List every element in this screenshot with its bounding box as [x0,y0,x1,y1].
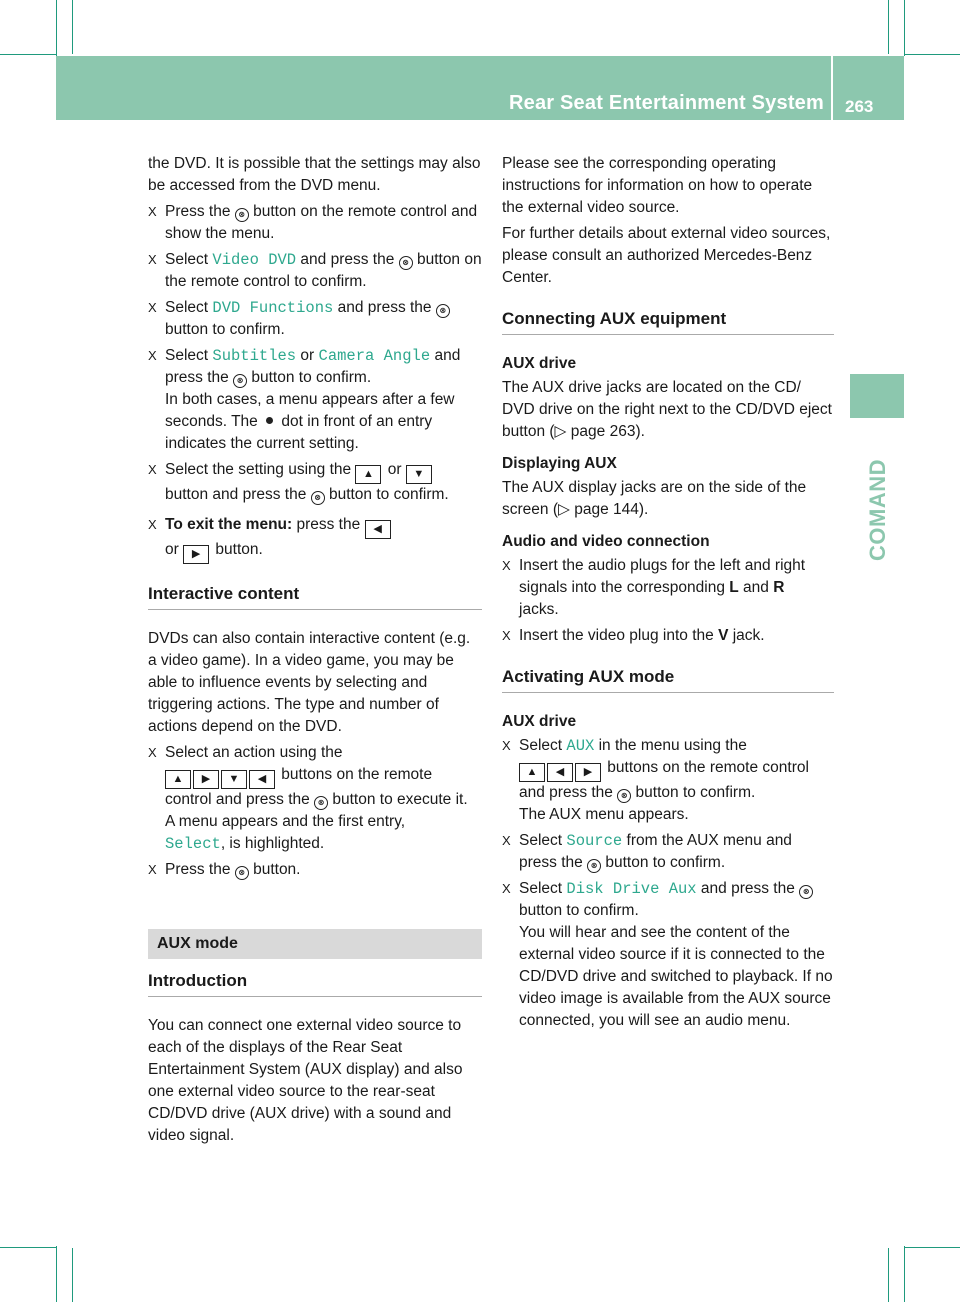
ok-button-icon: ⊗ [311,491,325,505]
ok-button-icon: ⊗ [235,208,249,222]
step-arrow-icon: X [148,348,157,363]
step-arrow-icon: X [148,517,157,532]
subheading: AUX drive [502,713,577,730]
step-arrow-icon: X [502,628,511,643]
section-heading: Introduction [148,969,482,997]
crop-mark [56,0,57,56]
header-separator [831,56,833,120]
ok-button-icon: ⊗ [235,866,249,880]
right-key-icon: ▶ [183,545,209,564]
paragraph: Please see the corresponding operating instructions for information on how to operate the external video source. [502,155,813,216]
ok-button-icon: ⊗ [617,789,631,803]
ok-button-icon: ⊗ [233,374,247,388]
menu-item-code: Source [566,832,623,850]
crop-mark [0,54,56,55]
crop-mark [904,1247,960,1248]
left-column [148,153,482,1151]
instruction-step: X Select Disk Drive Aux and press the ⊗ button to confirm. You will hear and see the content of the external video source if it is connected to the CD/DVD drive and switched to playback. If no video image is available from the AUX source connected, you will see an audio menu. [502,880,833,1029]
crop-mark [904,1246,905,1302]
step-arrow-icon: X [148,300,157,315]
menu-item-code: Subtitles [212,347,297,365]
instruction-step: X Select Subtitles or Camera Angle and press the ⊗ button to confirm. In both cases, a menu appears after a few seconds. The dot in front of an entry indicates the current setting. [148,347,461,452]
crop-mark [888,0,889,54]
instruction-step: X Select an action using the ▲ ▶ ▼ ◀ buttons on the remote control and press the ⊗ button to execute it. A menu appears and the first entry, Select, is highlighted. [148,744,468,853]
instruction-step: X Select AUX in the menu using the ▲ ◀ ▶ buttons on the remote control and press the ⊗ button to confirm. The AUX menu appears. [502,737,809,823]
menu-item-code: Video DVD [212,251,297,269]
section-title: Rear Seat Entertainment System [508,92,824,114]
instruction-step: X Press the ⊗ button. [148,859,482,881]
crop-mark [56,1246,57,1302]
paragraph: The AUX drive jacks are located on the CD/ DVD drive on the right next to the CD/DVD eject button (▷ page 263). [502,379,832,440]
ok-button-icon: ⊗ [436,304,450,318]
instruction-step: X Select Video DVD and press the ⊗ button on the remote control to confirm. [148,251,482,290]
chapter-label: COMAND [865,459,890,561]
menu-item-code: Camera Angle [318,347,431,365]
down-key-icon: ▼ [406,465,432,484]
right-key-icon: ▶ [575,763,601,782]
down-key-icon: ▼ [221,770,247,789]
paragraph: The AUX display jacks are on the side of the screen (▷ page 144). [502,479,807,518]
instruction-step: X Insert the audio plugs for the left and right signals into the corresponding L and R jacks. [502,557,806,618]
section-heading: Activating AUX mode [502,665,834,693]
crop-mark [72,1248,73,1302]
step-arrow-icon: X [148,204,157,219]
instruction-step: X Select Source from the AUX menu and press the ⊗ button to confirm. [502,832,792,871]
subheading: Audio and video connection [502,533,710,550]
crop-mark [904,54,960,55]
crop-mark [888,1248,889,1302]
left-key-icon: ◀ [547,763,573,782]
instruction-step: X Select DVD Functions and press the ⊗ button to confirm. [148,297,482,341]
section-heading: Interactive content [148,582,482,610]
crop-mark [72,0,73,54]
menu-item-code: Disk Drive Aux [566,880,697,898]
step-arrow-icon: X [148,745,157,760]
crop-mark [0,1247,56,1248]
menu-item-code: DVD Functions [212,299,334,317]
paragraph: You can connect one external video source to each of the displays of the Rear Seat Entertainment System (AUX display) and also one external video source to the rear-seat CD/DVD drive (AUX drive) with a sound and video signal. [148,1017,463,1144]
crop-mark [904,0,905,56]
left-key-icon: ◀ [249,770,275,789]
up-key-icon: ▲ [165,770,191,789]
up-key-icon: ▲ [355,465,381,484]
paragraph: DVDs can also contain interactive content (e.g. a video game). In a video game, you may be able to influence events by selecting and triggering actions. The type and number of actions depend on the DVD. [148,630,471,735]
step-arrow-icon: X [502,833,511,848]
instruction-step: X Press the ⊗ button on the remote control and show the menu. [148,203,478,242]
step-arrow-icon: X [148,862,157,877]
step-arrow-icon: X [148,252,157,267]
instruction-step: X Insert the video plug into the V jack. [502,625,834,647]
up-key-icon: ▲ [519,763,545,782]
ok-button-icon: ⊗ [314,796,328,810]
ok-button-icon: ⊗ [799,885,813,899]
step-arrow-icon: X [502,881,511,896]
menu-item-code: Select [165,835,221,853]
ok-button-icon: ⊗ [587,859,601,873]
paragraph: For further details about external video sources, please consult an authorized Mercedes-Benz Center. [502,225,831,286]
left-key-icon: ◀ [365,520,391,539]
paragraph: the DVD. It is possible that the settings may also be accessed from the DVD menu. [148,155,481,194]
instruction-step: X To exit the menu: press the ◀ or ▶ button. [148,514,482,564]
selection-dot-icon [266,417,273,424]
chapter-tab [850,374,904,418]
step-arrow-icon: X [502,558,511,573]
ok-button-icon: ⊗ [399,256,413,270]
step-arrow-icon: X [148,462,157,477]
subheading: AUX drive [502,355,577,372]
menu-item-code: AUX [566,737,595,755]
instruction-step: X Select the setting using the ▲ or ▼ button and press the ⊗ button to confirm. [148,461,449,503]
subheading: Displaying AUX [502,455,617,472]
right-column [502,153,834,1036]
step-arrow-icon: X [502,738,511,753]
section-heading: Connecting AUX equipment [502,307,834,335]
right-key-icon: ▶ [193,770,219,789]
page-number: 263 [845,97,874,116]
chapter-heading: AUX mode [148,929,482,959]
